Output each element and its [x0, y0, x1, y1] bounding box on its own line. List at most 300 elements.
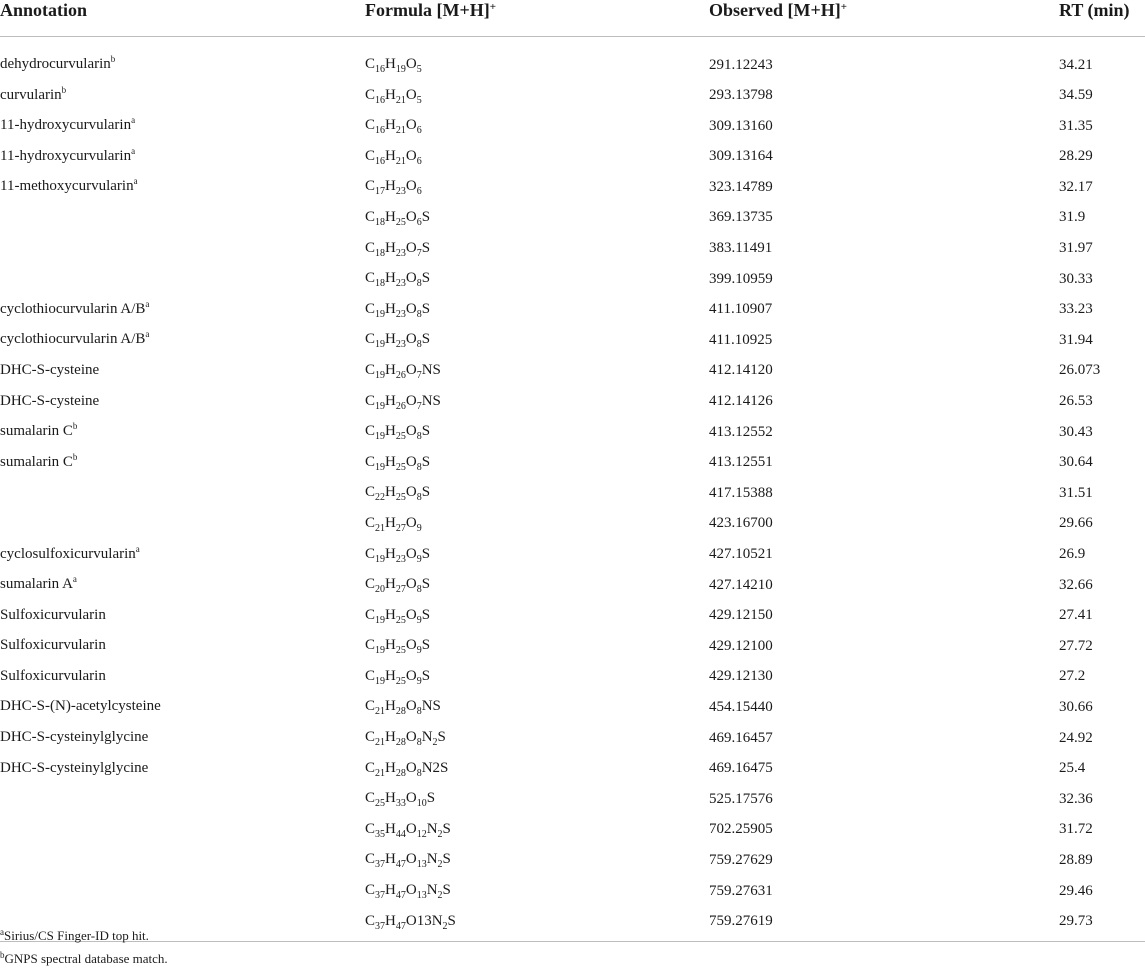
annotation-footnote-mark: a: [145, 298, 150, 309]
formula-subscript: 33: [395, 798, 406, 810]
formula-element: H: [385, 56, 396, 72]
formula-element: C: [365, 331, 376, 348]
table-footnotes: [0, 925, 168, 971]
annotation-cell: [0, 387, 365, 418]
formula-element: O13N: [405, 912, 443, 929]
observed-mass-cell: 429.12100: [709, 637, 773, 654]
formula-subscript: 2: [432, 737, 438, 749]
table-row: [0, 540, 1145, 571]
formula-element: O: [405, 86, 417, 103]
formula-subscript: 23: [395, 278, 406, 290]
formula-element: O: [405, 484, 417, 501]
annotation-cell: [0, 111, 365, 142]
formula-subscript: 25: [395, 492, 406, 504]
formula-subscript: 25: [395, 645, 406, 657]
observed-mass-cell: 417.15388: [709, 484, 773, 501]
formula-element: S: [447, 912, 456, 929]
observed-mass-cell: 427.10521: [709, 546, 773, 562]
header-annotation: Annotation: [0, 0, 365, 37]
formula-element: O: [405, 545, 417, 562]
annotation-cell: [0, 692, 365, 723]
formula-cell: [365, 81, 709, 112]
formula-cell: [365, 784, 709, 815]
formula-cell: [365, 203, 709, 234]
formula-subscript: 19: [375, 614, 386, 626]
observed-mass-cell: 469.16457: [709, 729, 773, 746]
retention-time-cell: 28.89: [1059, 851, 1093, 868]
formula-element: C: [365, 606, 376, 623]
formula-subscript: 9: [416, 645, 422, 657]
formula-cell: [365, 387, 709, 418]
retention-time-cell: 26.073: [1059, 362, 1101, 379]
annotation-name: DHC-S-cysteinylglycine: [0, 759, 149, 776]
table-row: [0, 754, 1145, 785]
formula-element: S: [421, 331, 431, 348]
formula-element: C: [365, 208, 376, 225]
formula-subscript: 21: [395, 94, 406, 106]
formula-subscript: 8: [416, 737, 422, 749]
observed-mass-cell: 759.27631: [709, 882, 773, 899]
formula-element: C: [365, 147, 376, 164]
formula-element: H: [385, 117, 396, 134]
formula-subscript: 28: [395, 737, 406, 749]
formula-subscript: 37: [375, 859, 386, 871]
annotation-name: DHC-S-(N)-acetylcysteine: [0, 698, 161, 715]
formula-subscript: 5: [416, 64, 422, 75]
table-header-row: [0, 0, 1145, 37]
annotation-cell: [0, 234, 365, 265]
observed-mass-cell: 454.15440: [709, 698, 773, 715]
formula-subscript: 37: [375, 920, 386, 932]
formula-element: H: [385, 576, 396, 593]
retention-time-cell: 29.46: [1059, 882, 1093, 899]
formula-element: H: [385, 147, 396, 164]
formula-subscript: 21: [375, 737, 386, 749]
formula-element: C: [365, 759, 376, 776]
annotation-cell: [0, 448, 365, 479]
formula-subscript: 9: [416, 553, 422, 565]
table-row: [0, 142, 1145, 173]
formula-subscript: 7: [416, 247, 422, 259]
annotation-cell: [0, 295, 365, 326]
annotation-footnote-mark: b: [61, 84, 67, 95]
table-row: [0, 601, 1145, 632]
formula-element: N2S: [421, 759, 449, 776]
formula-subscript: 23: [395, 308, 406, 320]
formula-cell: [365, 754, 709, 785]
formula-element: N: [426, 882, 438, 899]
retention-time-cell: 25.4: [1059, 760, 1086, 777]
retention-time-cell: 30.43: [1059, 423, 1093, 440]
footnote-a: $^a$Sirius/CS Finger-ID top hit.: [0, 927, 149, 943]
annotation-cell: [0, 815, 365, 846]
formula-subscript: 18: [375, 247, 386, 259]
formula-subscript: 19: [375, 675, 386, 687]
formula-element: H: [385, 86, 396, 103]
formula-element: H: [385, 637, 396, 654]
observed-mass-cell: 291.12243: [709, 56, 773, 73]
formula-element: C: [365, 851, 376, 868]
formula-element: S: [421, 484, 431, 501]
table-row: [0, 692, 1145, 723]
formula-cell: [365, 845, 709, 876]
table-row: [0, 876, 1145, 907]
formula-subscript: 28: [395, 767, 406, 779]
formula-element: S: [442, 851, 451, 868]
observed-mass-cell: 323.14789: [709, 178, 773, 195]
formula-element: S: [421, 606, 431, 623]
annotation-name: DHC-S-cysteine: [0, 361, 100, 378]
observed-mass-cell: 412.14126: [709, 393, 773, 410]
formula-element: O: [405, 392, 417, 409]
observed-mass-cell: 309.13164: [709, 148, 773, 165]
formula-subscript: 6: [416, 125, 422, 137]
formula-element: H: [385, 300, 396, 317]
table-row: [0, 111, 1145, 142]
formula-element: H: [385, 331, 396, 348]
formula-subscript: 47: [395, 890, 406, 902]
annotation-cell: [0, 356, 365, 387]
formula-element: S: [421, 667, 431, 684]
formula-element: C: [365, 484, 376, 501]
formula-subscript: 13: [416, 859, 427, 871]
formula-subscript: 7: [416, 369, 422, 381]
annotation-name: dehydrocurvularin: [0, 56, 111, 72]
formula-subscript: 18: [375, 278, 386, 290]
formula-subscript: 25: [395, 614, 406, 626]
formula-element: O: [405, 208, 417, 225]
formula-subscript: 25: [375, 798, 386, 810]
observed-mass-cell: 429.12130: [709, 668, 773, 685]
header-observed: Observed [M+H]+: [709, 0, 1059, 37]
retention-time-cell: 31.94: [1059, 331, 1093, 348]
formula-subscript: 47: [395, 920, 406, 932]
formula-element: O: [405, 851, 417, 868]
observed-mass-cell: 427.14210: [709, 576, 773, 593]
formula-element: H: [385, 820, 396, 837]
formula-element: C: [365, 667, 376, 684]
formula-element: S: [421, 545, 431, 562]
annotation-cell: [0, 142, 365, 173]
formula-element: H: [385, 178, 396, 195]
formula-element: O: [405, 178, 417, 195]
header-rt: RT (min): [1059, 0, 1145, 37]
formula-cell: [365, 692, 709, 723]
observed-mass-cell: 702.25905: [709, 821, 773, 838]
formula-element: C: [365, 117, 376, 134]
formula-cell: [365, 111, 709, 142]
annotation-name: 11-hydroxycurvularin: [0, 117, 132, 134]
observed-mass-cell: 413.12552: [709, 423, 773, 440]
formula-element: N: [421, 729, 433, 746]
annotation-name: Sulfoxicurvularin: [0, 667, 106, 684]
formula-cell: [365, 356, 709, 387]
formula-element: C: [365, 300, 376, 317]
formula-element: O: [405, 423, 417, 440]
formula-element: O: [405, 698, 417, 715]
formula-element: H: [385, 912, 396, 929]
formula-subscript: 19: [375, 369, 386, 381]
annotation-name: sumalarin A: [0, 576, 73, 593]
annotation-cell: [0, 81, 365, 112]
annotation-name: Sulfoxicurvularin: [0, 637, 106, 654]
formula-subscript: 2: [442, 920, 448, 932]
formula-subscript: 22: [375, 492, 386, 504]
annotation-footnote-mark: b: [72, 451, 78, 462]
formula-element: H: [385, 698, 396, 715]
observed-mass-cell: 383.11491: [709, 240, 773, 257]
annotation-cell: [0, 172, 365, 203]
formula-subscript: 9: [416, 614, 422, 626]
annotation-name: curvularin: [0, 86, 62, 103]
formula-element: O: [405, 300, 417, 317]
formula-cell: [365, 509, 709, 540]
formula-subscript: 5: [416, 94, 422, 106]
retention-time-cell: 32.17: [1059, 178, 1093, 195]
annotation-cell: [0, 876, 365, 907]
observed-mass-cell: 399.10959: [709, 270, 773, 287]
formula-element: H: [385, 361, 396, 378]
formula-element: O: [405, 453, 417, 470]
formula-element: O: [405, 147, 417, 164]
retention-time-cell: 26.53: [1059, 393, 1093, 410]
formula-subscript: 8: [416, 308, 422, 320]
formula-element: H: [385, 423, 396, 440]
formula-element: C: [365, 361, 376, 378]
annotation-cell: [0, 570, 365, 601]
table-row: [0, 845, 1145, 876]
formula-element: O: [405, 729, 417, 746]
annotation-name: DHC-S-cysteine: [0, 392, 100, 409]
formula-subscript: 13: [416, 890, 427, 902]
formula-subscript: 23: [395, 339, 406, 351]
formula-element: O: [405, 239, 417, 256]
formula-subscript: 25: [395, 216, 406, 228]
formula-element: C: [365, 453, 376, 470]
formula-subscript: 23: [395, 553, 406, 565]
formula-subscript: 27: [395, 584, 406, 596]
formula-element: S: [426, 790, 436, 807]
table-row: [0, 81, 1145, 112]
formula-element: O: [405, 759, 417, 776]
formula-subscript: 21: [395, 155, 406, 167]
formula-element: H: [385, 484, 396, 501]
formula-subscript: 6: [416, 216, 422, 228]
formula-element: O: [405, 637, 417, 654]
annotation-cell: [0, 631, 365, 662]
table-row: [0, 417, 1145, 448]
formula-element: H: [385, 545, 396, 562]
retention-time-cell: 30.66: [1059, 698, 1093, 715]
formula-element: C: [365, 86, 376, 103]
observed-mass-cell: 429.12150: [709, 607, 773, 624]
formula-cell: [365, 264, 709, 295]
retention-time-cell: 31.35: [1059, 117, 1093, 134]
annotation-name: sumalarin C: [0, 423, 73, 440]
retention-time-cell: 29.66: [1059, 515, 1093, 532]
formula-element: C: [365, 576, 376, 593]
formula-element: S: [442, 882, 451, 899]
formula-element: C: [365, 423, 376, 440]
formula-subscript: 19: [375, 339, 386, 351]
annotation-cell: [0, 754, 365, 785]
observed-mass-cell: 369.13735: [709, 209, 773, 226]
formula-element: H: [385, 667, 396, 684]
table-row: [0, 264, 1145, 295]
annotation-name: 11-methoxycurvularin: [0, 178, 134, 195]
formula-element: O: [405, 667, 417, 684]
table-row: [0, 907, 1145, 938]
retention-time-cell: 34.59: [1059, 87, 1093, 104]
annotation-name: cyclosulfoxicurvularin: [0, 545, 136, 562]
formula-element: S: [421, 270, 431, 287]
formula-subscript: 19: [375, 645, 386, 657]
formula-subscript: 21: [375, 706, 386, 718]
formula-element: NS: [421, 698, 441, 715]
observed-mass-cell: 413.12551: [709, 454, 773, 471]
formula-subscript: 16: [375, 155, 386, 167]
formula-element: H: [385, 270, 396, 287]
formula-element: S: [421, 576, 431, 593]
formula-subscript: 37: [375, 890, 386, 902]
formula-subscript: 16: [375, 94, 386, 106]
formula-element: N: [426, 820, 438, 837]
retention-time-cell: 32.36: [1059, 790, 1093, 807]
annotation-cell: [0, 601, 365, 632]
formula-subscript: 2: [437, 828, 443, 840]
table-row: [0, 172, 1145, 203]
formula-cell: [365, 876, 709, 907]
table-row: [0, 448, 1145, 479]
formula-element: C: [365, 178, 376, 195]
formula-cell: [365, 723, 709, 754]
formula-element: H: [385, 514, 396, 531]
formula-element: S: [421, 239, 431, 256]
formula-element: S: [437, 729, 446, 746]
formula-subscript: 2: [437, 890, 443, 902]
observed-mass-cell: 759.27629: [709, 851, 773, 868]
table-row: [0, 509, 1145, 540]
formula-subscript: 16: [375, 64, 386, 75]
formula-subscript: 19: [375, 553, 386, 565]
formula-cell: [365, 631, 709, 662]
annotation-name: 11-hydroxycurvularin: [0, 147, 132, 164]
observed-mass-cell: 423.16700: [709, 515, 773, 532]
retention-time-cell: 32.66: [1059, 576, 1093, 593]
formula-element: S: [442, 820, 451, 837]
table-row: [0, 631, 1145, 662]
formula-element: C: [365, 698, 376, 715]
formula-element: H: [385, 729, 396, 746]
annotation-name: cyclothiocurvularin A/B: [0, 331, 146, 348]
formula-subscript: 19: [395, 64, 406, 75]
formula-subscript: 23: [395, 247, 406, 259]
table-row: [0, 356, 1145, 387]
formula-element: H: [385, 759, 396, 776]
formula-subscript: 8: [416, 767, 422, 779]
annotation-cell: [0, 509, 365, 540]
formula-subscript: 26: [395, 369, 406, 381]
formula-element: O: [405, 882, 417, 899]
annotation-footnote-mark: b: [72, 421, 78, 432]
observed-mass-cell: 525.17576: [709, 790, 773, 807]
table-row: [0, 570, 1145, 601]
formula-subscript: 8: [416, 339, 422, 351]
formula-element: O: [405, 270, 417, 287]
formula-subscript: 12: [416, 828, 427, 840]
retention-time-cell: 31.9: [1059, 209, 1086, 226]
annotation-footnote-mark: a: [145, 329, 150, 340]
retention-time-cell: 29.73: [1059, 913, 1093, 930]
formula-element: C: [365, 392, 376, 409]
formula-element: O: [405, 576, 417, 593]
observed-mass-cell: 411.10907: [709, 301, 773, 318]
formula-cell: [365, 815, 709, 846]
annotation-cell: [0, 325, 365, 356]
observed-mass-cell: 412.14120: [709, 362, 773, 379]
annotation-footnote-mark: a: [131, 115, 136, 126]
annotation-cell: [0, 662, 365, 693]
footnote-b: $^b$GNPS spectral database match.: [0, 950, 168, 966]
retention-time-cell: 27.41: [1059, 607, 1093, 624]
formula-subscript: 35: [375, 828, 386, 840]
table-row: [0, 203, 1145, 234]
formula-element: C: [365, 912, 376, 929]
table-body: [0, 37, 1145, 942]
formula-subscript: 16: [375, 125, 386, 137]
formula-subscript: 8: [416, 584, 422, 596]
annotation-cell: [0, 540, 365, 571]
observed-mass-cell: 469.16475: [709, 760, 773, 777]
retention-time-cell: 31.72: [1059, 821, 1093, 838]
formula-subscript: 9: [416, 522, 422, 534]
formula-cell: [365, 662, 709, 693]
table-row: [0, 325, 1145, 356]
formula-element: H: [385, 882, 396, 899]
formula-subscript: 26: [395, 400, 406, 412]
formula-subscript: 9: [416, 675, 422, 687]
formula-subscript: 17: [375, 186, 386, 198]
formula-cell: [365, 50, 709, 81]
formula-element: O: [405, 56, 417, 72]
formula-element: C: [365, 882, 376, 899]
formula-subscript: 44: [395, 828, 406, 840]
table-row: [0, 784, 1145, 815]
formula-element: O: [405, 790, 417, 807]
formula-element: C: [365, 637, 376, 654]
formula-cell: [365, 417, 709, 448]
formula-cell: [365, 601, 709, 632]
formula-element: O: [405, 117, 417, 134]
annotation-cell: [0, 845, 365, 876]
formula-subscript: 23: [395, 186, 406, 198]
formula-subscript: 21: [375, 767, 386, 779]
formula-element: C: [365, 790, 376, 807]
formula-cell: [365, 295, 709, 326]
annotation-name: sumalarin C: [0, 453, 73, 470]
formula-cell: [365, 448, 709, 479]
retention-time-cell: 27.2: [1059, 668, 1086, 685]
formula-cell: [365, 570, 709, 601]
formula-subscript: 2: [437, 859, 443, 871]
formula-subscript: 19: [375, 400, 386, 412]
formula-element: S: [421, 300, 431, 317]
formula-element: O: [405, 606, 417, 623]
observed-mass-cell: 411.10925: [709, 331, 773, 348]
formula-subscript: 6: [416, 155, 422, 167]
formula-element: C: [365, 729, 376, 746]
retention-time-cell: 31.97: [1059, 240, 1093, 257]
